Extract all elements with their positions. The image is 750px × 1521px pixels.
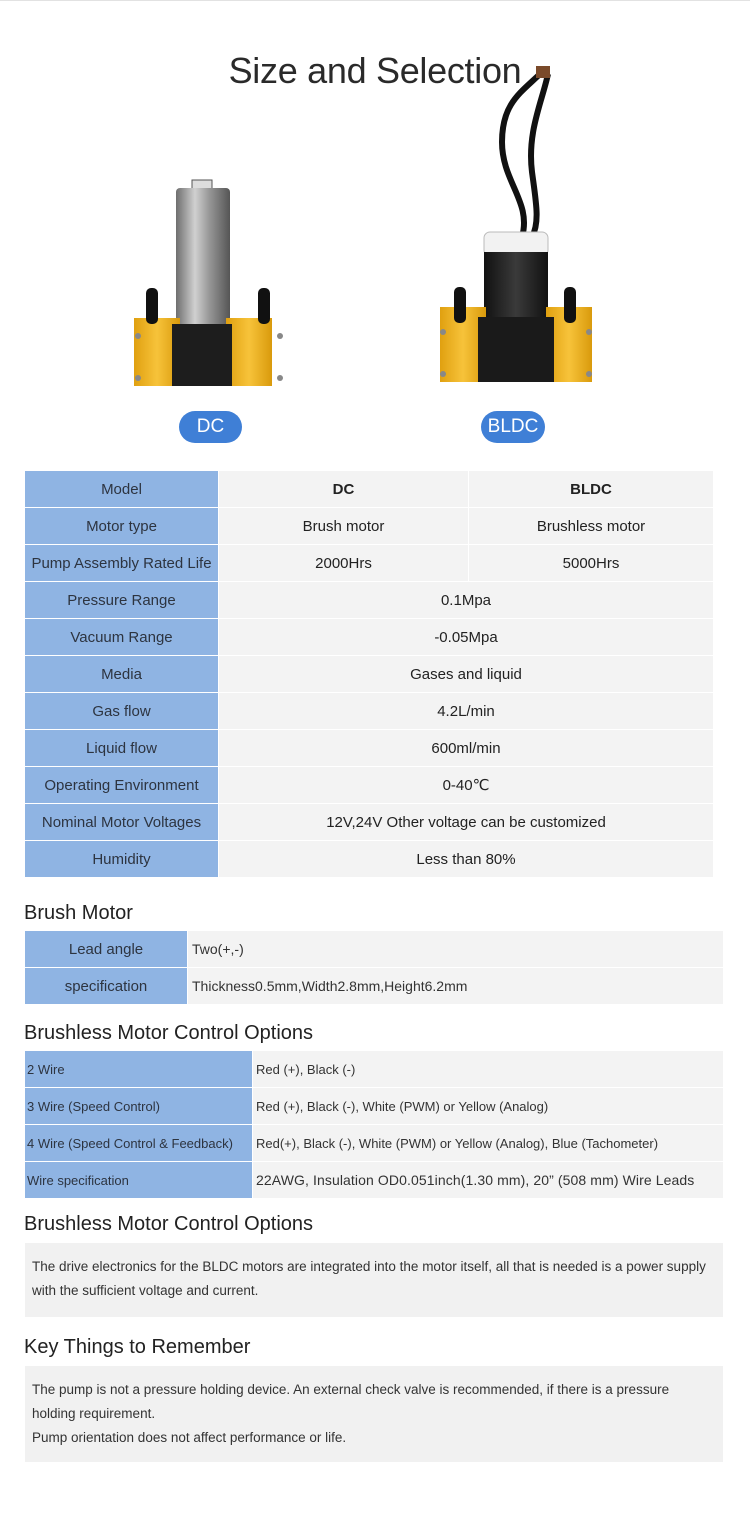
row-label: specification bbox=[25, 968, 188, 1005]
table-row bbox=[25, 931, 723, 968]
row-label: Lead angle bbox=[25, 931, 188, 968]
spec-table bbox=[25, 471, 714, 878]
row-value: Red(+), Black (-), White (PWM) or Yellow (Analog), Blue (Tachometer) bbox=[253, 1125, 723, 1162]
table-row bbox=[25, 582, 714, 619]
table-row bbox=[25, 471, 714, 508]
row-label: Vacuum Range bbox=[25, 619, 219, 656]
drive-note-heading: Brushless Motor Control Options bbox=[24, 1213, 314, 1235]
row-label: Pressure Range bbox=[25, 582, 219, 619]
row-label: 3 Wire (Speed Control) bbox=[25, 1088, 253, 1125]
table-row bbox=[25, 841, 714, 878]
bldc-value: Brushless motor bbox=[469, 508, 714, 545]
row-value: Red (+), Black (-) bbox=[253, 1051, 723, 1088]
brush-motor-heading: Brush Motor bbox=[24, 902, 133, 924]
key-things-line-1: The pump is not a pressure holding device. An external check valve is recommended, if there is a pressure holding requirement. bbox=[32, 1382, 670, 1421]
page-title: Size and Selection bbox=[228, 50, 522, 91]
row-value: Red (+), Black (-), White (PWM) or Yellow (Analog) bbox=[253, 1088, 723, 1125]
key-things-box bbox=[25, 1366, 723, 1462]
bldc-model-badge: BLDC bbox=[481, 411, 545, 443]
table-row bbox=[25, 968, 723, 1005]
bldc-pump-image bbox=[432, 62, 602, 392]
control-options-table bbox=[25, 1051, 723, 1199]
row-value: 22AWG, Insulation OD0.051inch(1.30 mm), 20” (508 mm) Wire Leads bbox=[253, 1162, 723, 1199]
table-row bbox=[25, 1051, 723, 1088]
table-row bbox=[25, 508, 714, 545]
dc-model-badge: DC bbox=[179, 411, 242, 443]
row-label: Operating Environment bbox=[25, 767, 219, 804]
row-value: Thickness0.5mm,Width2.8mm,Height6.2mm bbox=[188, 968, 723, 1005]
row-label: Wire specification bbox=[25, 1162, 253, 1199]
top-divider bbox=[0, 0, 750, 1]
shared-value: 600ml/min bbox=[219, 730, 714, 767]
table-row bbox=[25, 804, 714, 841]
table-row bbox=[25, 545, 714, 582]
row-label: Gas flow bbox=[25, 693, 219, 730]
bldc-value: 5000Hrs bbox=[469, 545, 714, 582]
table-row bbox=[25, 730, 714, 767]
row-value: Two(+,-) bbox=[188, 931, 723, 968]
shared-value: Gases and liquid bbox=[219, 656, 714, 693]
row-label: Humidity bbox=[25, 841, 219, 878]
row-label: 2 Wire bbox=[25, 1051, 253, 1088]
shared-value: Less than 80% bbox=[219, 841, 714, 878]
dc-column-header: DC bbox=[219, 471, 469, 508]
shared-value: 12V,24V Other voltage can be customized bbox=[219, 804, 714, 841]
shared-value: -0.05Mpa bbox=[219, 619, 714, 656]
row-label: Model bbox=[25, 471, 219, 508]
row-label: 4 Wire (Speed Control & Feedback) bbox=[25, 1125, 253, 1162]
dc-value: 2000Hrs bbox=[219, 545, 469, 582]
drive-note-box bbox=[25, 1243, 723, 1317]
row-label: Nominal Motor Voltages bbox=[25, 804, 219, 841]
shared-value: 4.2L/min bbox=[219, 693, 714, 730]
table-row bbox=[25, 767, 714, 804]
drive-note-text: The drive electronics for the BLDC motors are integrated into the motor itself, all that is needed is a power supply with the sufficient voltage and current. bbox=[32, 1259, 706, 1298]
table-row bbox=[25, 693, 714, 730]
brush-motor-table bbox=[25, 931, 723, 1005]
table-row bbox=[25, 656, 714, 693]
row-label: Pump Assembly Rated Life bbox=[25, 545, 219, 582]
row-label: Media bbox=[25, 656, 219, 693]
table-row bbox=[25, 1088, 723, 1125]
key-things-heading: Key Things to Remember bbox=[24, 1336, 251, 1358]
key-things-line-2: Pump orientation does not affect performance or life. bbox=[32, 1430, 347, 1445]
shared-value: 0.1Mpa bbox=[219, 582, 714, 619]
row-label: Liquid flow bbox=[25, 730, 219, 767]
dc-value: Brush motor bbox=[219, 508, 469, 545]
row-label: Motor type bbox=[25, 508, 219, 545]
control-options-heading: Brushless Motor Control Options bbox=[24, 1022, 314, 1044]
table-row bbox=[25, 619, 714, 656]
bldc-column-header: BLDC bbox=[469, 471, 714, 508]
dc-pump-image bbox=[128, 178, 298, 393]
shared-value: 0-40℃ bbox=[219, 767, 714, 804]
table-row bbox=[25, 1125, 723, 1162]
table-row bbox=[25, 1162, 723, 1199]
